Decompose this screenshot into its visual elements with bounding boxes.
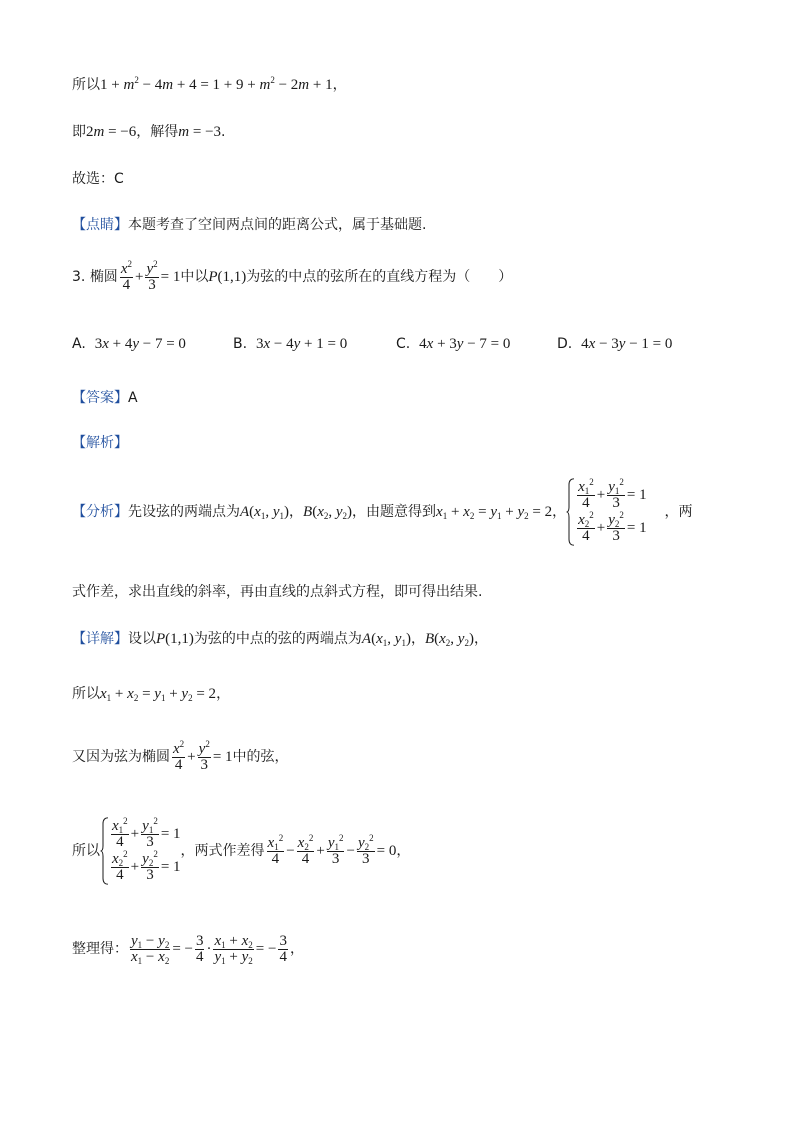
detail-step-3: 所以 $\frac{x_1^2}{4}$ + $\frac{y_1^2}{3}$ = 1 $\frac{x_2^2}{4}$ + $\frac{y_2^2}{3}$ = 1 ，两式作差得 $\frac{x_1^2}{4}$ − $\frac{x_2^2}{4}$ + $\frac{y_1^2}{3}$ − $\frac{y_2^2}{3}$ = 0，: [72, 816, 411, 883]
detail-step-1: 所以$x_1 + x_2 = y_1 + y_2 = 2$，: [72, 686, 231, 703]
detail-step-4: 整理得： $\frac{y_1 - y_2}{x_1 - x_2}$ = − $\frac{3}{4}$ · $\frac{x_1 + x_2}{y_1 + y_2}$ = − $\frac{3}{4}$ ，: [72, 933, 304, 966]
option-a: A. 3x + 4y − 7 = 0: [72, 336, 186, 352]
equation-system: $\frac{x_1^2}{4}$ + $\frac{y_1^2}{3}$ = 1 $\frac{x_2^2}{4}$ + $\frac{y_2^2}{3}$ = 1: [100, 817, 181, 885]
question-stem: 3. 椭圆 $\frac{x^2}{4}$ + $\frac{y^2}{3}$ = 1中以P(1,1)为弦的中点的弦所在的直线方程为（ ）: [72, 259, 513, 293]
math-expression: 2m = −6: [86, 124, 137, 140]
text-line: 所以$1 + m^2 - 4m + 4 = 1 + 9 + m^2 - 2m + 1$，: [72, 75, 347, 93]
math-expression: P(1,1): [208, 268, 247, 285]
section-tag: 【解析】: [72, 435, 128, 451]
text-line: 故选：C: [72, 171, 124, 187]
math-expression: $1 + m^2 - 4m + 4 = 1 + 9 + m^2 - 2m + 1$: [100, 75, 333, 93]
detail-line: 【详解】设以P(1,1)为弦的中点的弦的两端点为$A(x_1$, $y_1$)，$B(x_2$, $y_2$)，: [72, 631, 488, 648]
section-tag: 【点睛】: [72, 217, 128, 233]
answer-line: 【答案】A: [72, 390, 138, 406]
equation-system: $\frac{x_1^2}{4}$ + $\frac{y_1^2}{3}$ = 1 $\frac{x_2^2}{4}$ + $\frac{y_2^2}{3}$ = 1: [566, 478, 647, 546]
text-line: 【点睛】本题考查了空间两点间的距离公式，属于基础题.: [72, 217, 427, 233]
section-tag: 【分析】: [72, 504, 128, 520]
option-b: B. 3x − 4y + 1 = 0: [233, 336, 348, 352]
option-c: C. 4x + 3y − 7 = 0: [396, 336, 511, 352]
analysis-line-2: 式作差，求出直线的斜率，再由直线的点斜式方程，即可得出结果.: [72, 584, 483, 600]
section-tag: 【详解】: [72, 631, 128, 647]
section-header: [72, 432, 128, 452]
analysis-line: 【分析】先设弦的两端点为$A(x_1$, $y_1$)，$B(x_2$, $y_2$)，由题意得到$x_1 + x_2 = y_1 + y_2 = 2$， $\frac{x_1^2}{4}$ + $\frac{y_1^2}{3}$ = 1 $\frac{x_2^2}{4}$ + $\frac{y_2^2}{3}$ = 1 ，两: [72, 477, 693, 544]
option-d: D. 4x − 3y − 1 = 0: [557, 336, 673, 352]
text-line: 即2m = −6，解得m = −3.: [72, 124, 226, 140]
math-expression: $\frac{x^2}{4}$ + $\frac{y^2}{3}$ = 1: [120, 259, 181, 293]
detail-step-2: 又因为弦为椭圆 $\frac{x^2}{4}$ + $\frac{y^2}{3}$ = 1中的弦，: [72, 739, 289, 773]
section-tag: 【答案】: [72, 390, 128, 406]
math-expression: m = −3: [178, 124, 222, 140]
